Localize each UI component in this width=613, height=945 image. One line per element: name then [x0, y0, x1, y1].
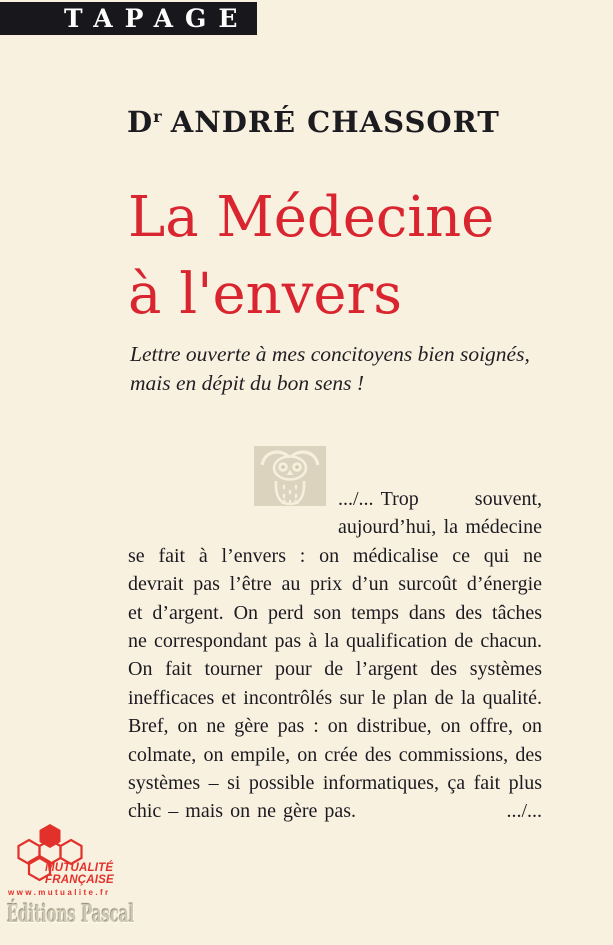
excerpt-text: Trop souvent, aujourd’hui, la médecine se fait à l’envers : on médicalise ce qui ne devrait pas l’être au prix d’un surcoût d’énergie et d’argent. On perd son temps dans des tâches ne correspondant pas à la qualification de chacun. On fait tourner pour de l’argent des systèmes inefficaces et incontrôlés sur le plan de la qualité. Bref, on ne gère pas : on distribue, on offre, on colmate, on empile, on crée des commissions, des systèmes – si possible informatiques, ça fait plus chic – mais on ne gère pas. — [128, 488, 542, 823]
book-title-line2: à l'envers — [128, 262, 402, 327]
owl-text-wrap-spacer — [128, 485, 338, 515]
author-title-superscript: r — [153, 106, 162, 126]
book-title-line1: La Médecine — [128, 185, 495, 250]
mutualite-name-line2: FRANÇAISE — [45, 873, 114, 886]
author-full-name: ANDRÉ CHASSORT — [170, 105, 500, 139]
publisher-editions-pascal: Éditions Pascal — [7, 899, 135, 928]
excerpt-opening-mark: .../... — [338, 488, 374, 510]
excerpt-paragraph — [128, 485, 542, 826]
collection-banner-label: TAPAGE — [64, 4, 250, 33]
author-name — [127, 105, 500, 139]
author-title-initial: D — [127, 105, 154, 139]
book-subtitle-line2: mais en dépit du bon sens ! — [130, 371, 365, 395]
mutualite-name — [45, 863, 114, 886]
book-subtitle-line1: Lettre ouverte à mes concitoyens bien soignés, — [130, 342, 530, 366]
book-subtitle — [130, 340, 530, 398]
mutualite-name-line1: MUTUALITÉ — [45, 862, 114, 874]
excerpt-closing-mark: .../... — [506, 800, 542, 823]
collection-banner — [0, 2, 257, 35]
book-title — [128, 179, 494, 333]
mutualite-website-url: www.mutualite.fr — [8, 888, 111, 897]
